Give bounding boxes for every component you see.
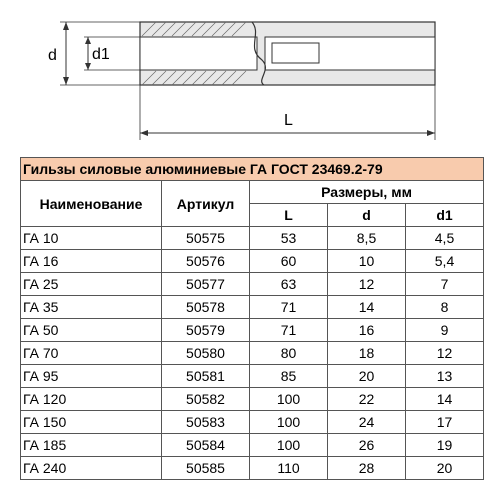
specs-table <box>20 157 484 480</box>
cell-d: 14 <box>328 296 406 319</box>
cell-article: 50575 <box>162 227 250 250</box>
cell-L: 60 <box>250 250 328 273</box>
cell-L: 80 <box>250 342 328 365</box>
header-row-1 <box>21 181 484 204</box>
dim-L-label: L <box>284 112 293 129</box>
cell-d: 22 <box>328 388 406 411</box>
cell-name: ГА 10 <box>21 227 162 250</box>
cell-name: ГА 35 <box>21 296 162 319</box>
cell-name: ГА 25 <box>21 273 162 296</box>
cell-d: 10 <box>328 250 406 273</box>
table-row <box>21 296 484 319</box>
cell-d: 8,5 <box>328 227 406 250</box>
cell-name: ГА 150 <box>21 411 162 434</box>
cell-d1: 8 <box>406 296 484 319</box>
dim-d-arrow-bottom <box>63 77 69 85</box>
cell-d: 20 <box>328 365 406 388</box>
cell-L: 100 <box>250 411 328 434</box>
header-L: L <box>250 204 328 227</box>
header-d: d <box>328 204 406 227</box>
cell-L: 71 <box>250 319 328 342</box>
cell-d1: 13 <box>406 365 484 388</box>
cell-name: ГА 185 <box>21 434 162 457</box>
cell-d1: 20 <box>406 457 484 480</box>
sleeve-drawing <box>0 0 500 150</box>
cell-d1: 12 <box>406 342 484 365</box>
cell-article: 50583 <box>162 411 250 434</box>
table-row <box>21 365 484 388</box>
table-row <box>21 319 484 342</box>
header-d1: d1 <box>406 204 484 227</box>
table-row <box>21 273 484 296</box>
cell-name: ГА 50 <box>21 319 162 342</box>
table-row <box>21 457 484 480</box>
dim-d1-arrow-bottom <box>85 63 91 70</box>
cell-d1: 9 <box>406 319 484 342</box>
dim-d1-arrow-top <box>85 37 91 44</box>
cell-d: 24 <box>328 411 406 434</box>
sleeve-bore-left <box>140 37 257 70</box>
cell-article: 50578 <box>162 296 250 319</box>
cell-article: 50581 <box>162 365 250 388</box>
cell-article: 50576 <box>162 250 250 273</box>
table-row <box>21 227 484 250</box>
cell-d1: 19 <box>406 434 484 457</box>
cell-L: 110 <box>250 457 328 480</box>
cell-L: 53 <box>250 227 328 250</box>
cell-d: 18 <box>328 342 406 365</box>
cell-d1: 14 <box>406 388 484 411</box>
dim-d-arrow-top <box>63 22 69 30</box>
table-title: Гильзы силовые алюминиевые ГА ГОСТ 23469.2-79 <box>21 158 484 181</box>
cell-L: 71 <box>250 296 328 319</box>
cell-L: 100 <box>250 434 328 457</box>
dim-d-label: d <box>48 47 57 64</box>
cell-L: 100 <box>250 388 328 411</box>
dim-L-arrow-right <box>427 130 435 136</box>
cell-d: 28 <box>328 457 406 480</box>
cell-d: 26 <box>328 434 406 457</box>
cell-name: ГА 95 <box>21 365 162 388</box>
cell-L: 63 <box>250 273 328 296</box>
cell-name: ГА 70 <box>21 342 162 365</box>
cell-d1: 5,4 <box>406 250 484 273</box>
table-row <box>21 434 484 457</box>
cell-name: ГА 120 <box>21 388 162 411</box>
cell-article: 50580 <box>162 342 250 365</box>
dim-L-arrow-left <box>140 130 148 136</box>
inspection-window <box>272 43 319 63</box>
cell-article: 50579 <box>162 319 250 342</box>
table-row <box>21 411 484 434</box>
cell-d1: 4,5 <box>406 227 484 250</box>
table-title-row <box>21 158 484 181</box>
cell-article: 50577 <box>162 273 250 296</box>
table-row <box>21 342 484 365</box>
header-article: Артикул <box>162 181 250 227</box>
table-body <box>21 227 484 480</box>
dim-d1-label: d1 <box>92 46 110 63</box>
cell-d1: 7 <box>406 273 484 296</box>
table-row <box>21 250 484 273</box>
cell-d: 12 <box>328 273 406 296</box>
cell-d1: 17 <box>406 411 484 434</box>
cell-article: 50584 <box>162 434 250 457</box>
cell-d: 16 <box>328 319 406 342</box>
cell-L: 85 <box>250 365 328 388</box>
header-name: Наименование <box>21 181 162 227</box>
cell-name: ГА 16 <box>21 250 162 273</box>
table-row <box>21 388 484 411</box>
cell-article: 50585 <box>162 457 250 480</box>
cell-name: ГА 240 <box>21 457 162 480</box>
cell-article: 50582 <box>162 388 250 411</box>
header-dimensions: Размеры, мм <box>250 181 484 204</box>
